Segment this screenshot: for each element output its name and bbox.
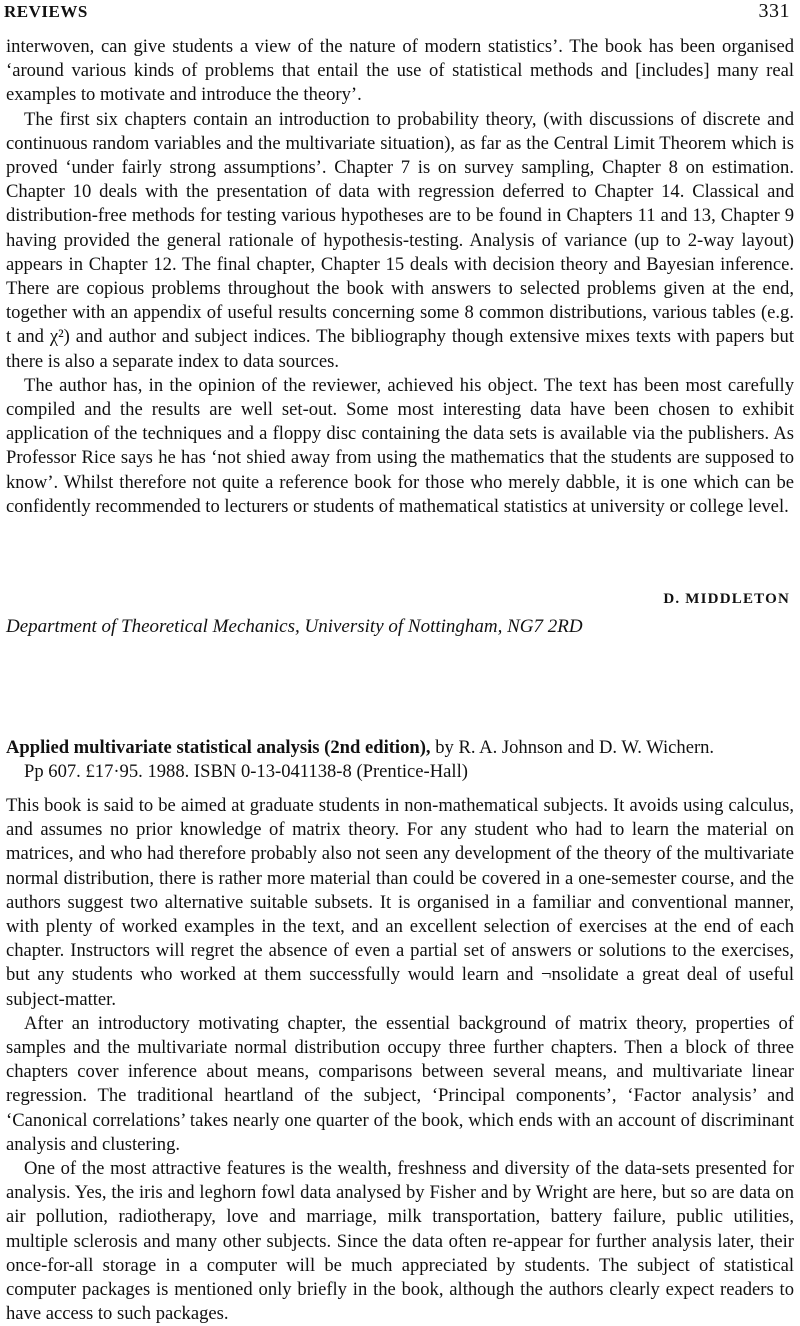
review-2-paragraph-1: This book is said to be aimed at graduate students in non-mathematical subjects. It avoids using calculus, and assumes no prior knowledge of matrix theory. For any student who had to learn the material on matrices, and who had therefore probably also not seen any development of the theory of the multivariate normal distribution, there is rather more material than could be covered in a one-semester course, and the authors suggest two alternative suitable subsets. It is organised in a familiar and conventional manner, with plenty of worked examples in the text, and an excellent selection of exercises at the end of each chapter. Instructors will regret the absence of even a partial set of answers or solutions to the exercises, but any students who worked at them successfully would learn and ¬nsolidate a great deal of useful subject-matter. (6, 795, 794, 1010)
review-1-paragraph-3: The author has, in the opinion of the reviewer, achieved his object. The text has been most carefully compiled and the results are well set-out. Some most interesting data have been chosen to exhibit application of the techniques and a floppy disc containing the data sets is available via the publishers. As Professor Rice says he has ‘not shied away from using the mathematics that the students are supposed to know’. Whilst therefore not quite a reference book for those who merely dabble, it is one which can be confidently recommended to lecturers or students of mathematical statistics at university or college level. (6, 374, 794, 517)
book-heading-line-1 (6, 736, 794, 760)
review-2-paragraph-2: After an introductory motivating chapter, the essential background of matrix theory, properties of samples and the multivariate normal distribution occupy three further chapters. Then a block of three chapters cover inference about means, comparisons between several means, and multivariate linear regression. The traditional heartland of the subject, ‘Principal components’, ‘Factor analysis’ and ‘Canonical correlations’ takes nearly one quarter of the book, which ends with an account of discriminant analysis and clustering. (6, 1012, 794, 1155)
book-title: Applied multivariate statistical analysis (2nd edition), (6, 737, 431, 758)
review-1-paragraph-2: The first six chapters contain an introduction to probability theory, (with discussions of discrete and continuous random variables and the multivariate situation), as far as the Central Limit Theorem which is proved ‘under fairly strong assumptions’. Chapter 7 is on survey sampling, Chapter 8 on estimation. Chapter 10 deals with the presentation of data with regression deferred to Chapter 14. Classical and distribution-free methods for testing various hypotheses are to be found in Chapters 11 and 13, Chapter 9 having provided the general rationale of hypothesis-testing. Analysis of variance (up to 2-way layout) appears in Chapter 12. The final chapter, Chapter 15 deals with decision theory and Bayesian inference. There are copious problems throughout the book with answers to selected problems given at the end, together with an appendix of useful results concerning some 8 common distributions, various tables (e.g. t and χ²) and author and subject indices. The bibliography though extensive mixes texts with papers but there is also a separate index to data sources. (6, 108, 794, 372)
reviewer-affiliation: Department of Theoretical Mechanics, University of Nottingham, NG7 2RD (6, 616, 583, 637)
reviewer-signature: D. MIDDLETON (663, 591, 790, 607)
section-title: REVIEWS (4, 2, 88, 21)
review-1-paragraph-1: interwoven, can give students a view of the nature of modern statistics’. The book has been organised ‘around various kinds of problems that entail the use of statistical methods and [includes] many real examples to motivate and introduce the theory’. (6, 36, 794, 106)
page-number: 331 (758, 0, 790, 22)
review-1-body (6, 35, 794, 519)
review-2-paragraph-3: One of the most attractive features is the wealth, freshness and diversity of the data-sets presented for analysis. Yes, the iris and leghorn fowl data analysed by Fisher and by Wright are here, but so are data on air pollution, radiotherapy, love and marriage, milk transportation, battery failure, public utilities, multiple sclerosis and many other subjects. Since the data often re-appear for further analysis later, their once-for-all storage in a computer will be much appreciated by students. The subject of statistical computer packages is mentioned only briefly in the book, although the authors clearly expect readers to have access to such packages. (6, 1158, 794, 1325)
book-details: Pp 607. £17·95. 1988. ISBN 0-13-041138-8 (Prentice-Hall) (24, 761, 468, 782)
book-heading (6, 736, 794, 784)
review-2-body (6, 794, 794, 1326)
book-byline: by R. A. Johnson and D. W. Wichern. (430, 737, 715, 758)
running-header (4, 2, 796, 28)
